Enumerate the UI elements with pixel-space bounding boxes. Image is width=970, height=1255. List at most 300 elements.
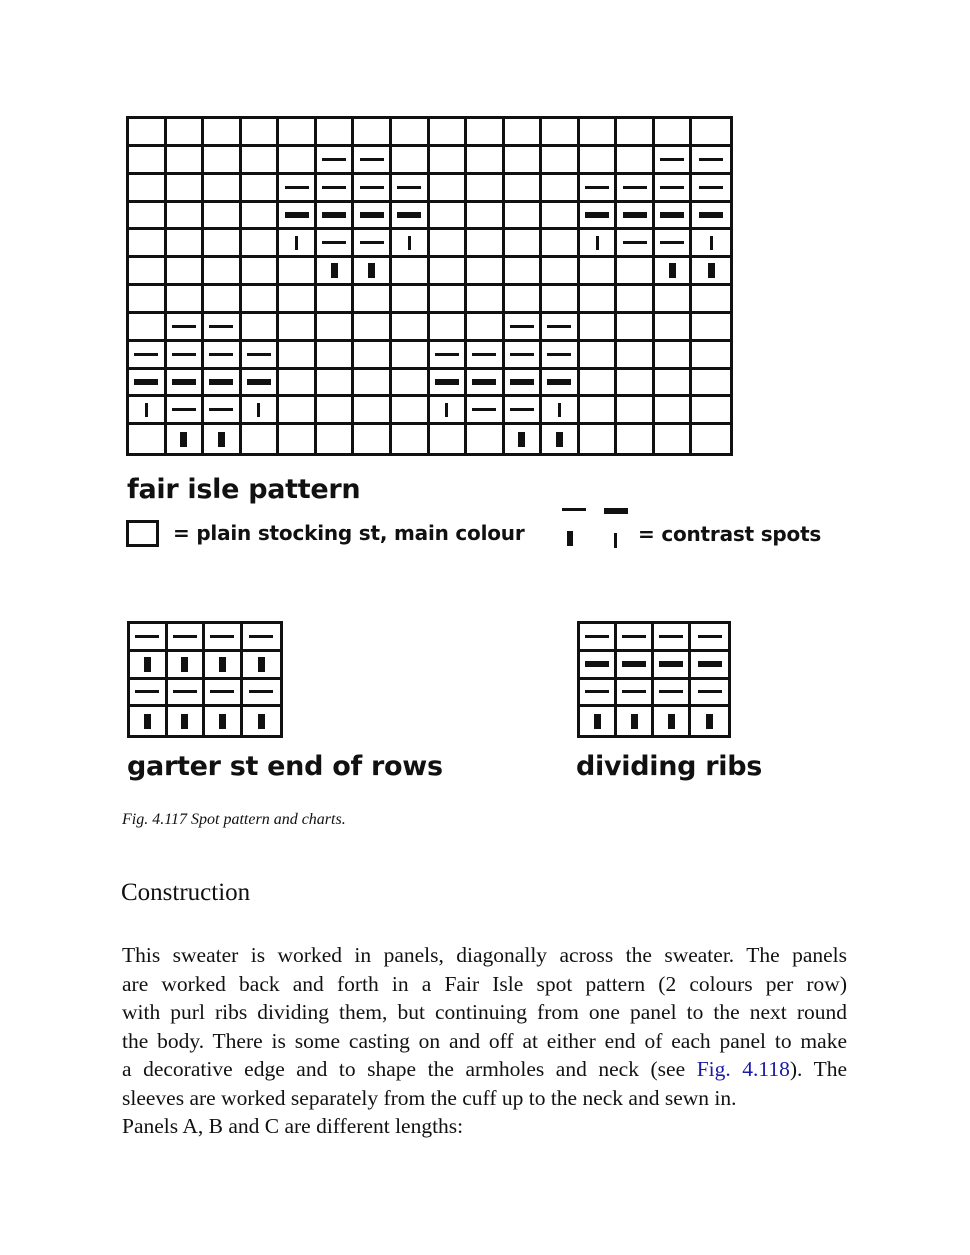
figure-link[interactable]: Fig. 4.118 bbox=[696, 1057, 790, 1081]
chart-cell bbox=[204, 147, 242, 175]
chart-cell bbox=[354, 370, 392, 398]
chart-cell bbox=[129, 397, 167, 425]
thick-dash-symbol-icon bbox=[547, 379, 571, 385]
chart-cell bbox=[242, 397, 280, 425]
chart-cell bbox=[279, 203, 317, 231]
thick-vertical-symbol-icon bbox=[258, 657, 265, 672]
thin-dash-symbol-icon bbox=[585, 635, 609, 638]
chart-cell bbox=[692, 342, 730, 370]
chart-cell bbox=[430, 397, 468, 425]
thick-dash-symbol-icon bbox=[622, 661, 646, 667]
chart-cell bbox=[392, 370, 430, 398]
chart-cell bbox=[430, 314, 468, 342]
chart-cell bbox=[505, 230, 543, 258]
chart-cell bbox=[392, 119, 430, 147]
chart-cell bbox=[580, 119, 618, 147]
chart-cell bbox=[392, 230, 430, 258]
chart-cell bbox=[242, 425, 280, 453]
chart-cell bbox=[580, 314, 618, 342]
thin-dash-symbol-icon bbox=[622, 635, 646, 638]
chart-cell bbox=[129, 175, 167, 203]
chart-cell bbox=[317, 119, 355, 147]
thin-dash-symbol-icon bbox=[547, 353, 571, 356]
chart-cell bbox=[542, 370, 580, 398]
chart-cell bbox=[204, 258, 242, 286]
chart-cell bbox=[243, 707, 281, 735]
chart-cell bbox=[167, 342, 205, 370]
thin-dash-symbol-icon bbox=[210, 635, 234, 638]
chart-cell bbox=[129, 342, 167, 370]
chart-cell bbox=[392, 258, 430, 286]
thick-dash-symbol-icon bbox=[360, 212, 384, 218]
thin-dash-symbol-icon bbox=[510, 325, 534, 328]
chart-cell bbox=[317, 230, 355, 258]
chart-cell bbox=[279, 397, 317, 425]
chart-cell bbox=[242, 314, 280, 342]
section-heading: Construction bbox=[121, 879, 251, 906]
thick-dash-symbol-icon bbox=[435, 379, 459, 385]
plain-stitch-legend-swatch bbox=[126, 520, 159, 547]
chart-cell bbox=[392, 147, 430, 175]
chart-cell bbox=[654, 680, 691, 708]
thin-dash-symbol-icon bbox=[209, 408, 233, 411]
thin-dash-symbol-icon bbox=[360, 158, 384, 161]
thick-dash-symbol-icon bbox=[472, 379, 496, 385]
chart-cell bbox=[430, 258, 468, 286]
chart-cell bbox=[279, 370, 317, 398]
chart-cell bbox=[580, 230, 618, 258]
chart-cell bbox=[580, 370, 618, 398]
chart-cell bbox=[542, 397, 580, 425]
thin-dash-symbol-icon bbox=[135, 635, 159, 638]
chart-cell bbox=[354, 258, 392, 286]
thick-dash-symbol-icon bbox=[699, 212, 723, 218]
thick-vertical-symbol-icon bbox=[258, 714, 265, 729]
thin-dash-symbol-icon bbox=[472, 353, 496, 356]
chart-cell bbox=[617, 286, 655, 314]
thin-vertical-symbol-icon bbox=[408, 236, 411, 250]
chart-cell bbox=[205, 707, 243, 735]
chart-cell bbox=[168, 624, 206, 652]
contrast-spots-legend-label: = contrast spots bbox=[638, 522, 822, 546]
thick-vertical-symbol-icon bbox=[219, 657, 226, 672]
paragraph-line: sleeves are worked separately from the cuff up to the neck and sewn in. bbox=[122, 1085, 737, 1110]
thin-dash-symbol-icon bbox=[660, 158, 684, 161]
chart-cell bbox=[392, 286, 430, 314]
thick-vertical-symbol-icon bbox=[218, 432, 225, 447]
chart-cell bbox=[505, 175, 543, 203]
chart-cell bbox=[692, 370, 730, 398]
chart-cell bbox=[279, 147, 317, 175]
chart-cell bbox=[167, 370, 205, 398]
thick-vertical-symbol-icon bbox=[706, 714, 713, 729]
thick-vertical-symbol-icon bbox=[594, 714, 601, 729]
thick-dash-symbol-icon bbox=[585, 212, 609, 218]
chart-cell bbox=[542, 314, 580, 342]
chart-cell bbox=[580, 175, 618, 203]
body-paragraph bbox=[122, 941, 847, 1141]
thin-dash-symbol-icon bbox=[173, 690, 197, 693]
thick-dash-symbol-icon bbox=[585, 661, 609, 667]
chart-cell bbox=[617, 119, 655, 147]
thick-dash-symbol-icon bbox=[285, 212, 309, 218]
chart-cell bbox=[167, 397, 205, 425]
chart-cell bbox=[279, 258, 317, 286]
chart-cell bbox=[279, 119, 317, 147]
chart-cell bbox=[505, 147, 543, 175]
thick-vertical-symbol-icon bbox=[708, 263, 715, 278]
chart-cell bbox=[354, 425, 392, 453]
chart-cell bbox=[167, 258, 205, 286]
chart-cell bbox=[129, 119, 167, 147]
chart-cell bbox=[580, 147, 618, 175]
chart-cell bbox=[655, 119, 693, 147]
chart-cell bbox=[542, 119, 580, 147]
chart-cell bbox=[243, 652, 281, 680]
chart-cell bbox=[467, 230, 505, 258]
thin-dash-symbol-icon bbox=[172, 353, 196, 356]
chart-cell bbox=[392, 425, 430, 453]
thick-dash-symbol-icon bbox=[397, 212, 421, 218]
chart-cell bbox=[430, 230, 468, 258]
thin-dash-symbol-icon bbox=[135, 690, 159, 693]
chart-cell bbox=[655, 370, 693, 398]
chart-cell bbox=[467, 203, 505, 231]
chart-cell bbox=[242, 203, 280, 231]
chart-cell bbox=[467, 147, 505, 175]
thin-vertical-symbol-icon bbox=[614, 533, 617, 548]
thin-dash-symbol-icon bbox=[622, 690, 646, 693]
chart-cell bbox=[655, 258, 693, 286]
paragraph-line: a decorative edge and to shape the armholes and neck (see Fig. 4.118). The bbox=[122, 1057, 847, 1081]
chart-cell bbox=[129, 425, 167, 453]
chart-cell bbox=[467, 370, 505, 398]
thick-vertical-symbol-icon bbox=[668, 714, 675, 729]
chart-cell bbox=[317, 314, 355, 342]
thin-dash-symbol-icon bbox=[699, 158, 723, 161]
chart-cell bbox=[580, 652, 617, 680]
chart-cell bbox=[430, 119, 468, 147]
thin-dash-symbol-icon bbox=[547, 325, 571, 328]
chart-cell bbox=[279, 342, 317, 370]
chart-cell bbox=[691, 652, 728, 680]
thin-dash-symbol-icon bbox=[659, 690, 683, 693]
chart-cell bbox=[467, 397, 505, 425]
thick-dash-symbol-icon bbox=[510, 379, 534, 385]
chart-cell bbox=[354, 286, 392, 314]
chart-cell bbox=[243, 680, 281, 708]
chart-cell bbox=[129, 203, 167, 231]
chart-cell bbox=[354, 175, 392, 203]
chart-cell bbox=[580, 397, 618, 425]
chart-cell bbox=[505, 203, 543, 231]
chart-cell bbox=[617, 147, 655, 175]
chart-cell bbox=[692, 397, 730, 425]
thick-vertical-symbol-icon bbox=[181, 657, 188, 672]
chart-cell bbox=[692, 147, 730, 175]
chart-cell bbox=[654, 707, 691, 735]
chart-cell bbox=[505, 258, 543, 286]
chart-cell bbox=[354, 342, 392, 370]
chart-cell bbox=[242, 258, 280, 286]
chart-cell bbox=[205, 624, 243, 652]
thick-vertical-symbol-icon bbox=[331, 263, 338, 278]
chart-cell bbox=[467, 175, 505, 203]
thin-dash-symbol-icon bbox=[510, 353, 534, 356]
thick-vertical-symbol-icon bbox=[219, 714, 226, 729]
chart-cell bbox=[392, 203, 430, 231]
chart-cell bbox=[505, 370, 543, 398]
chart-cell bbox=[168, 652, 206, 680]
chart-cell bbox=[654, 624, 691, 652]
chart-cell bbox=[655, 314, 693, 342]
thin-dash-symbol-icon bbox=[173, 635, 197, 638]
chart-cell bbox=[580, 342, 618, 370]
chart-cell bbox=[167, 314, 205, 342]
chart-cell bbox=[655, 342, 693, 370]
chart-cell bbox=[505, 119, 543, 147]
chart-cell bbox=[542, 203, 580, 231]
garter-st-chart-title: garter st end of rows bbox=[127, 751, 443, 782]
chart-cell bbox=[317, 258, 355, 286]
thick-vertical-symbol-icon bbox=[368, 263, 375, 278]
chart-cell bbox=[692, 425, 730, 453]
dividing-ribs-chart bbox=[577, 621, 731, 738]
chart-cell bbox=[617, 370, 655, 398]
chart-cell bbox=[168, 707, 206, 735]
thin-dash-symbol-icon bbox=[623, 241, 647, 244]
chart-cell bbox=[617, 397, 655, 425]
chart-cell bbox=[505, 314, 543, 342]
thick-dash-symbol-icon bbox=[604, 508, 628, 514]
chart-cell bbox=[317, 147, 355, 175]
chart-cell bbox=[167, 147, 205, 175]
chart-cell bbox=[542, 425, 580, 453]
thick-dash-symbol-icon bbox=[209, 379, 233, 385]
thin-dash-symbol-icon bbox=[322, 158, 346, 161]
chart-cell bbox=[430, 203, 468, 231]
chart-cell bbox=[129, 258, 167, 286]
chart-cell bbox=[542, 175, 580, 203]
chart-cell bbox=[655, 147, 693, 175]
chart-cell bbox=[467, 286, 505, 314]
chart-cell bbox=[655, 397, 693, 425]
dividing-ribs-chart-title: dividing ribs bbox=[576, 751, 763, 782]
chart-cell bbox=[691, 680, 728, 708]
chart-cell bbox=[692, 258, 730, 286]
chart-cell bbox=[204, 342, 242, 370]
chart-cell bbox=[617, 230, 655, 258]
thick-dash-symbol-icon bbox=[698, 661, 722, 667]
chart-cell bbox=[580, 203, 618, 231]
thin-vertical-symbol-icon bbox=[257, 403, 260, 417]
thin-vertical-symbol-icon bbox=[596, 236, 599, 250]
thin-dash-symbol-icon bbox=[435, 353, 459, 356]
chart-cell bbox=[542, 230, 580, 258]
thick-dash-symbol-icon bbox=[247, 379, 271, 385]
chart-cell bbox=[129, 230, 167, 258]
chart-cell bbox=[617, 258, 655, 286]
chart-cell bbox=[279, 286, 317, 314]
chart-cell bbox=[430, 342, 468, 370]
chart-cell bbox=[242, 119, 280, 147]
chart-cell bbox=[617, 314, 655, 342]
thin-dash-symbol-icon bbox=[585, 690, 609, 693]
plain-stitch-legend-label: = plain stocking st, main colour bbox=[173, 521, 525, 545]
paragraph-line: with purl ribs dividing them, but continuing from one panel to the next round bbox=[122, 1000, 847, 1024]
chart-cell bbox=[692, 314, 730, 342]
thin-dash-symbol-icon bbox=[249, 690, 273, 693]
thin-dash-symbol-icon bbox=[209, 353, 233, 356]
chart-cell bbox=[204, 119, 242, 147]
thin-vertical-symbol-icon bbox=[558, 403, 561, 417]
chart-cell bbox=[505, 425, 543, 453]
chart-cell bbox=[691, 624, 728, 652]
chart-cell bbox=[204, 370, 242, 398]
chart-cell bbox=[617, 175, 655, 203]
chart-cell bbox=[580, 258, 618, 286]
thin-dash-symbol-icon bbox=[397, 186, 421, 189]
thin-vertical-symbol-icon bbox=[445, 403, 448, 417]
chart-cell bbox=[204, 425, 242, 453]
chart-cell bbox=[204, 397, 242, 425]
chart-cell bbox=[204, 203, 242, 231]
thin-dash-symbol-icon bbox=[623, 186, 647, 189]
thin-dash-symbol-icon bbox=[698, 690, 722, 693]
chart-cell bbox=[243, 624, 281, 652]
chart-cell bbox=[655, 286, 693, 314]
thin-dash-symbol-icon bbox=[360, 241, 384, 244]
chart-cell bbox=[242, 286, 280, 314]
chart-cell bbox=[279, 175, 317, 203]
chart-cell bbox=[691, 707, 728, 735]
thick-vertical-symbol-icon bbox=[567, 531, 573, 546]
chart-cell bbox=[505, 397, 543, 425]
figure-caption: Fig. 4.117 Spot pattern and charts. bbox=[122, 811, 346, 828]
chart-cell bbox=[167, 203, 205, 231]
chart-cell bbox=[354, 314, 392, 342]
chart-cell bbox=[467, 342, 505, 370]
chart-cell bbox=[204, 230, 242, 258]
chart-cell bbox=[167, 119, 205, 147]
paragraph-line: Panels A, B and C are different lengths: bbox=[122, 1114, 464, 1138]
chart-cell bbox=[392, 175, 430, 203]
chart-cell bbox=[580, 707, 617, 735]
thick-vertical-symbol-icon bbox=[144, 714, 151, 729]
chart-cell bbox=[692, 175, 730, 203]
chart-cell bbox=[692, 119, 730, 147]
chart-cell bbox=[317, 175, 355, 203]
chart-cell bbox=[542, 258, 580, 286]
chart-cell bbox=[354, 397, 392, 425]
thick-dash-symbol-icon bbox=[172, 379, 196, 385]
thin-dash-symbol-icon bbox=[562, 508, 586, 511]
chart-cell bbox=[317, 425, 355, 453]
chart-cell bbox=[467, 425, 505, 453]
chart-cell bbox=[392, 397, 430, 425]
thin-dash-symbol-icon bbox=[660, 186, 684, 189]
chart-cell bbox=[467, 258, 505, 286]
chart-cell bbox=[354, 119, 392, 147]
chart-cell bbox=[505, 342, 543, 370]
thin-dash-symbol-icon bbox=[249, 635, 273, 638]
chart-cell bbox=[430, 370, 468, 398]
chart-cell bbox=[617, 425, 655, 453]
chart-cell bbox=[655, 425, 693, 453]
paragraph-line: This sweater is worked in panels, diagonally across the sweater. The panels bbox=[122, 943, 847, 967]
chart-cell bbox=[129, 147, 167, 175]
chart-cell bbox=[129, 314, 167, 342]
fair-isle-chart bbox=[126, 116, 733, 456]
chart-cell bbox=[692, 286, 730, 314]
chart-cell bbox=[167, 230, 205, 258]
thin-dash-symbol-icon bbox=[247, 353, 271, 356]
thick-dash-symbol-icon bbox=[134, 379, 158, 385]
chart-cell bbox=[205, 652, 243, 680]
thin-dash-symbol-icon bbox=[209, 325, 233, 328]
chart-cell bbox=[242, 230, 280, 258]
chart-cell bbox=[317, 370, 355, 398]
thick-dash-symbol-icon bbox=[623, 212, 647, 218]
chart-cell bbox=[279, 425, 317, 453]
garter-st-chart bbox=[127, 621, 283, 738]
chart-cell bbox=[430, 147, 468, 175]
chart-cell bbox=[317, 342, 355, 370]
chart-cell bbox=[655, 175, 693, 203]
thin-dash-symbol-icon bbox=[322, 241, 346, 244]
chart-cell bbox=[168, 680, 206, 708]
paragraph-line: are worked back and forth in a Fair Isle spot pattern (2 colours per row) bbox=[122, 971, 847, 996]
chart-cell bbox=[167, 286, 205, 314]
chart-cell bbox=[242, 370, 280, 398]
paragraph-line: the body. There is some casting on and off at either end of each panel to make bbox=[122, 1028, 847, 1053]
chart-cell bbox=[430, 425, 468, 453]
thin-dash-symbol-icon bbox=[660, 241, 684, 244]
thin-dash-symbol-icon bbox=[322, 186, 346, 189]
chart-cell bbox=[654, 652, 691, 680]
chart-cell bbox=[354, 203, 392, 231]
chart-cell bbox=[392, 342, 430, 370]
thin-dash-symbol-icon bbox=[659, 635, 683, 638]
thin-dash-symbol-icon bbox=[510, 408, 534, 411]
chart-cell bbox=[130, 652, 168, 680]
chart-cell bbox=[655, 230, 693, 258]
chart-cell bbox=[467, 119, 505, 147]
chart-cell bbox=[279, 230, 317, 258]
chart-cell bbox=[204, 175, 242, 203]
chart-cell bbox=[580, 624, 617, 652]
chart-cell bbox=[617, 624, 654, 652]
thin-dash-symbol-icon bbox=[285, 186, 309, 189]
chart-cell bbox=[430, 175, 468, 203]
chart-cell bbox=[580, 680, 617, 708]
chart-cell bbox=[204, 314, 242, 342]
chart-cell bbox=[204, 286, 242, 314]
chart-cell bbox=[617, 680, 654, 708]
thin-vertical-symbol-icon bbox=[710, 236, 713, 250]
chart-cell bbox=[505, 286, 543, 314]
chart-cell bbox=[655, 203, 693, 231]
chart-cell bbox=[617, 342, 655, 370]
thin-dash-symbol-icon bbox=[699, 186, 723, 189]
chart-cell bbox=[130, 624, 168, 652]
chart-cell bbox=[242, 342, 280, 370]
thin-dash-symbol-icon bbox=[172, 408, 196, 411]
chart-cell bbox=[205, 680, 243, 708]
chart-cell bbox=[129, 286, 167, 314]
chart-cell bbox=[317, 397, 355, 425]
thin-dash-symbol-icon bbox=[360, 186, 384, 189]
